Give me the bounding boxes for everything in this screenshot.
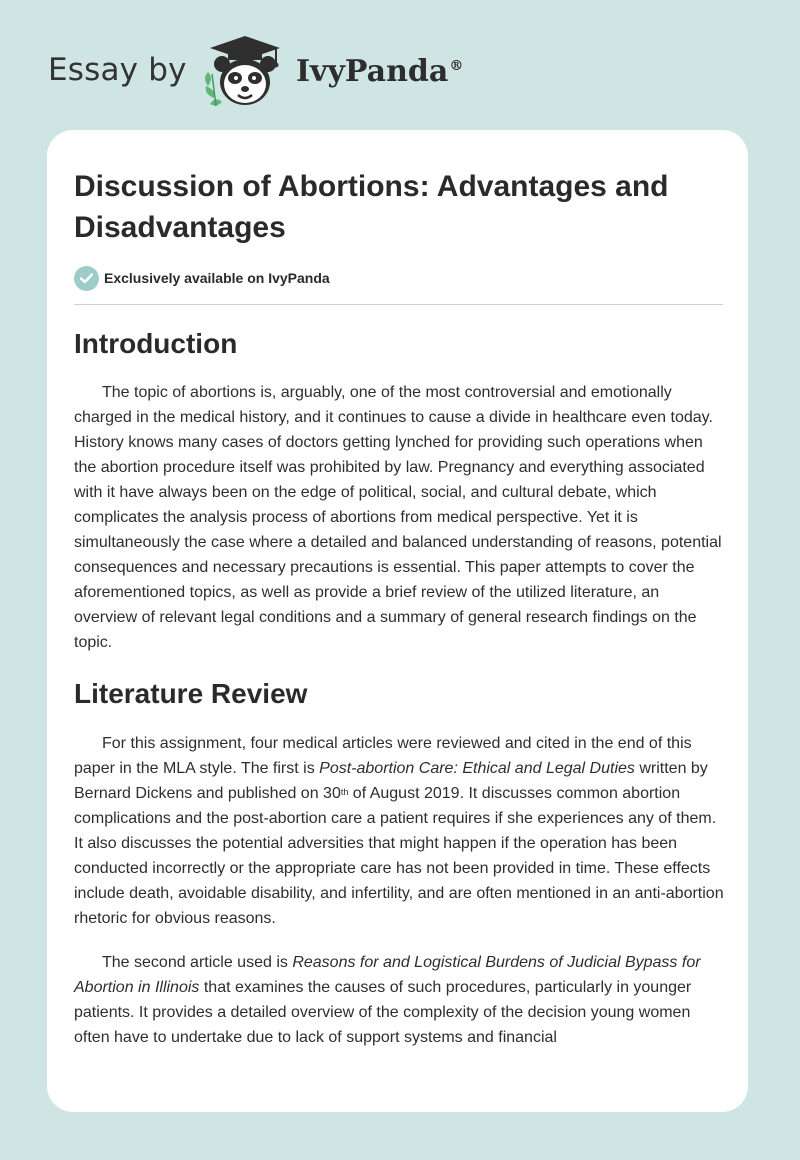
essay-title: Discussion of Abortions: Advantages and Disadvantages xyxy=(74,170,669,244)
ivypanda-logo-icon[interactable] xyxy=(200,34,290,110)
text-span: written by Bernard Dickens and published on 30 xyxy=(74,760,708,802)
brand-text: IvyPanda xyxy=(296,54,449,89)
site-header xyxy=(48,34,748,114)
text-span: The second article used is xyxy=(102,954,293,971)
text-span: that examines the causes of such procedures, particularly in younger patients. It provides a detailed overview of the complexity of the decision young women often have to undertake due to lack of support systems and financial xyxy=(74,979,692,1046)
essay-content xyxy=(74,166,724,1050)
registered-mark: ® xyxy=(449,58,464,74)
section-heading-introduction: Introduction xyxy=(74,328,238,359)
section-heading-literature-review: Literature Review xyxy=(74,678,308,709)
text-span: of August 2019. It discusses common abortion complications and the post-abortion care a patient requires if she experiences any of them. It also discusses the potential adversities that might happen if the operation has been conducted incorrectly or the appropriate care has not been provided in time. These effects include death, avoidable disability, and infertility, and are often mentioned in an anti-abortion rhetoric for obvious reasons. xyxy=(74,785,724,927)
literature-paragraph-2 xyxy=(74,950,724,1050)
brand-name[interactable] xyxy=(296,54,463,89)
exclusive-badge-text: Exclusively available on IvyPanda xyxy=(104,270,330,286)
essay-by-label: Essay by xyxy=(48,52,187,88)
check-icon xyxy=(74,266,99,291)
article-title-citation: Reasons for and Logistical Burdens of Judicial Bypass for Abortion in Illinois xyxy=(74,954,701,996)
ordinal-suffix: th xyxy=(340,787,349,797)
exclusive-badge xyxy=(74,265,724,291)
title-divider xyxy=(74,304,723,305)
essay-card xyxy=(47,130,748,1112)
introduction-paragraph: The topic of abortions is, arguably, one of the most controversial and emotionally charged in the medical history, and it continues to cause a divide in healthcare even today. History knows many cases of doctors getting lynched for providing such operations when the abortion procedure itself was prohibited by law. Pregnancy and everything associated with it have always been on the edge of political, social, and cultural debate, which complicates the analysis process of abortions from medical perspective. Yet it is simultaneously the case where a detailed and balanced understanding of reasons, potential consequences and necessary precautions is essential. This paper attempts to cover the aforementioned topics, as well as provide a brief review of the utilized literature, an overview of relevant legal conditions and a summary of general research findings on the topic. xyxy=(74,384,722,651)
article-title-citation: Post-abortion Care: Ethical and Legal Duties xyxy=(319,760,635,777)
literature-paragraph-1 xyxy=(74,731,724,931)
text-span: For this assignment, four medical articles were reviewed and cited in the end of this paper in the MLA style. The first is xyxy=(74,735,692,777)
